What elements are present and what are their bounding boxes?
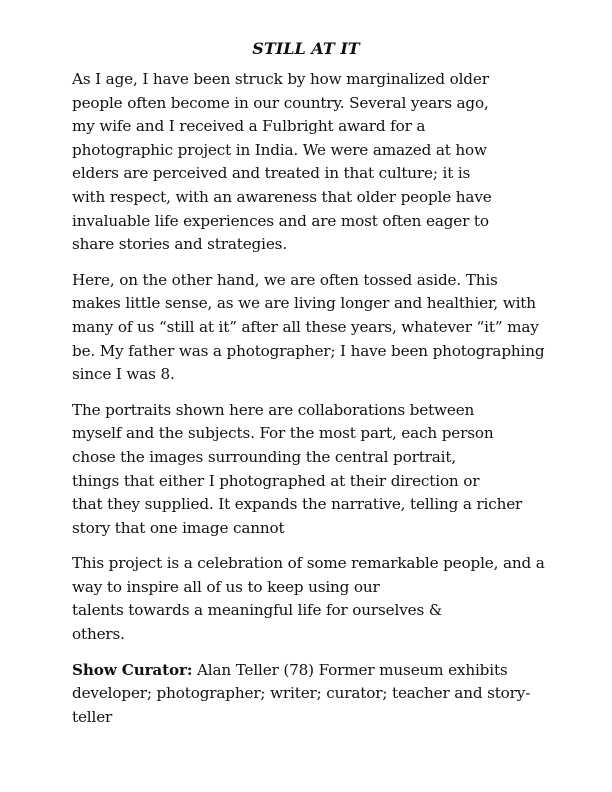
text-line: many of us “still at it” after all these years, whatever “it” may [72, 317, 539, 336]
text-line: This project is a celebration of some remarkable people, and a [72, 554, 545, 573]
curator-name: Alan Teller (78) Former museum exhibits [192, 660, 508, 679]
paragraph-intro [72, 68, 542, 257]
paragraph-portraits [72, 399, 542, 541]
text-line: others. [72, 625, 125, 644]
text-line: Here, on the other hand, we are often tossed aside. This [72, 270, 498, 289]
paragraph-celebration [72, 552, 545, 646]
text-line: people often become in our country. Several years ago, [72, 93, 489, 112]
text-line: myself and the subjects. For the most part, each person [72, 424, 494, 443]
text-line: with respect, with an awareness that older people have [72, 187, 492, 206]
text-line: invaluable life experiences and are most often eager to [72, 211, 489, 230]
text-line: photographic project in India. We were amazed at how [72, 140, 487, 159]
paragraph-contrast [72, 269, 545, 387]
text-line: elders are perceived and treated in that culture; it is [72, 164, 471, 183]
text-line: my wife and I received a Fulbright award for a [72, 117, 426, 136]
text-line: since I was 8. [72, 365, 175, 384]
text-line: that they supplied. It expands the narrative, telling a richer [72, 495, 523, 514]
curator-line: developer; photographer; writer; curator; teacher and story- [72, 684, 531, 703]
text-line: story that one image cannot [72, 518, 285, 537]
curator-line [72, 659, 542, 683]
text-line: share stories and strategies. [72, 235, 288, 254]
curator-line: teller [72, 707, 113, 726]
document-title: STILL AT IT [252, 39, 360, 58]
text-line: chose the images surrounding the central portrait, [72, 447, 457, 466]
text-line: be. My father was a photographer; I have been photographing [72, 341, 545, 360]
text-line: The portraits shown here are collaborations between [72, 400, 475, 419]
text-line: talents towards a meaningful life for ourselves & [72, 601, 443, 620]
document-page [72, 38, 545, 741]
curator-label: Show Curator: [72, 660, 193, 679]
curator-credit [72, 659, 542, 730]
text-line: things that either I photographed at their direction or [72, 471, 480, 490]
text-line: way to inspire all of us to keep using our [72, 577, 380, 596]
text-line: makes little sense, as we are living longer and healthier, with [72, 294, 536, 313]
text-line: As I age, I have been struck by how marginalized older [72, 70, 489, 88]
